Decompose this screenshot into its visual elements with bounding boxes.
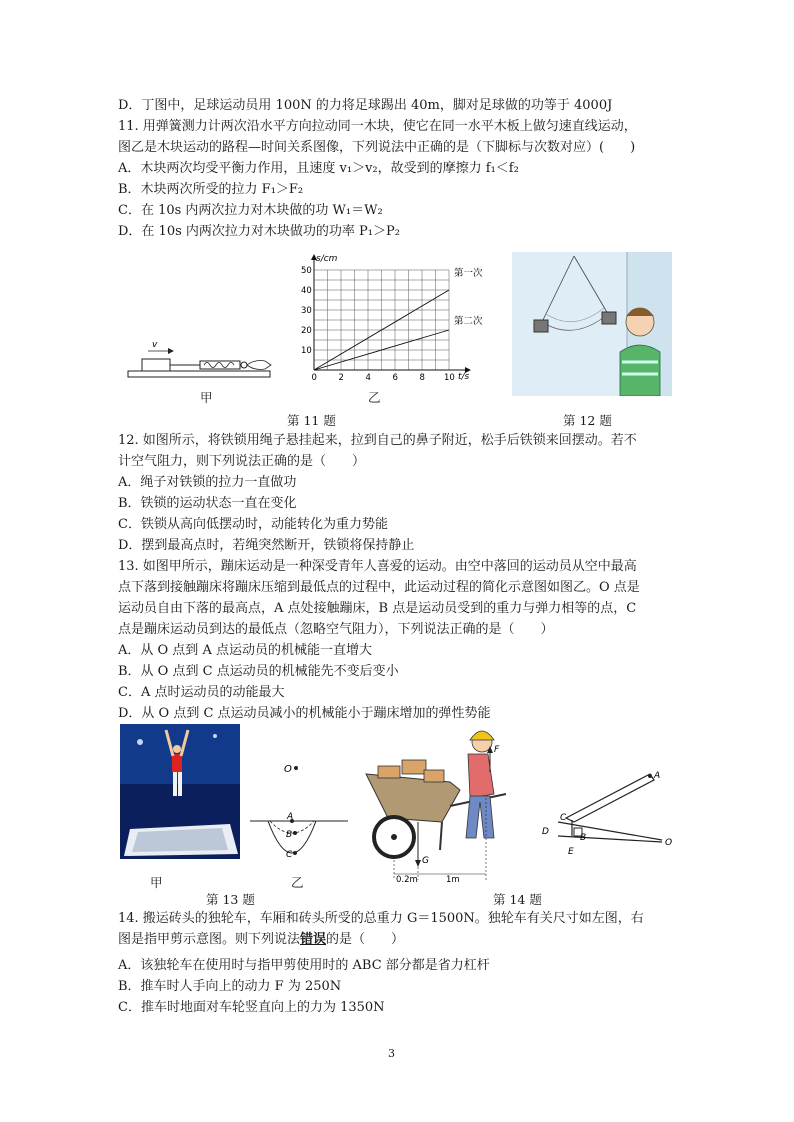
fig14-wheelbarrow (358, 722, 518, 884)
q14-stem-1: 14. 搬运砖头的独轮车，车厢和砖头所受的总重力 G＝1500N。独轮车有关尺寸如左图，右 (118, 911, 644, 926)
x-tick-label: 0 (311, 373, 317, 383)
x-tick-label: 6 (392, 373, 398, 383)
y-tick-label: 20 (301, 326, 312, 336)
q14-option-c: C．推车时地面对车轮竖直向上的力为 1350N (118, 1000, 385, 1015)
y-tick-label: 40 (301, 286, 312, 296)
fig11-st-chart (288, 252, 508, 387)
y-tick-label: 30 (301, 306, 312, 316)
q14-stem-2 (118, 931, 404, 949)
q11-option-c: C．在 10s 内两次拉力对木块做的功 W₁＝W₂ (118, 203, 383, 218)
q11-stem-2: 图乙是木块运动的路程—时间关系图像，下列说法中正确的是（下脚标与次数对应）( ) (118, 140, 636, 155)
x-tick-label: 10 (444, 373, 455, 383)
q13-option-c: C．A 点时运动员的动能最大 (118, 685, 285, 700)
q12-stem-1: 12. 如图所示，将铁锁用绳子悬挂起来，拉到自己的鼻子附近，松手后铁锁来回摆动。若不 (118, 433, 637, 448)
q11-stem-1: 11. 用弹簧测力计两次沿水平方向拉动同一木块，使它在同一水平木板上做匀速直线运动， (118, 119, 637, 134)
x-tick-label: 4 (365, 373, 371, 383)
clipper-c-label: C (560, 813, 567, 823)
q12-option-c: C．铁锁从高向低摆动时，动能转化为重力势能 (118, 517, 388, 532)
clipper-e-label: E (568, 847, 574, 857)
q14-option-a: A．该独轮车在使用时与指甲剪使用时的 ABC 部分都是省力杠杆 (118, 958, 490, 973)
caption-q14: 第 14 题 (493, 892, 542, 907)
velocity-label: v (152, 340, 158, 350)
clipper-a-label: A (654, 771, 661, 781)
q12-option-d: D．摆到最高点时，若绳突然断开，铁锁将保持静止 (118, 538, 415, 553)
clipper-b-label: B (580, 833, 587, 843)
y-tick-label: 50 (301, 266, 312, 276)
clipper-d-label: D (542, 827, 549, 837)
y-axis-label: s/cm (316, 254, 338, 264)
point-o-label: O (284, 764, 292, 775)
q10-option-d: D．丁图中，足球运动员用 100N 的力将足球踢出 40m，脚对足球做的功等于 4000J (118, 98, 613, 113)
fig13-jia-label: 甲 (150, 875, 163, 890)
series-label-first: 第一次 (454, 268, 483, 279)
distance-0-2m-label: 0.2m (396, 875, 418, 884)
x-tick-label: 2 (338, 373, 344, 383)
fig11-jia-label: 甲 (200, 390, 213, 405)
q13-stem-1: 13. 如图甲所示，蹦床运动是一种深受青年人喜爱的运动。由空中落回的运动员从空中最高 (118, 559, 637, 574)
q13-option-b: B．从 O 点到 C 点运动员的机械能先不变后变小 (118, 664, 399, 679)
q14-emphasis-wrong: 错误 (300, 932, 327, 947)
x-tick-label: 8 (419, 373, 425, 383)
distance-1m-label: 1m (446, 875, 460, 884)
q13-option-d: D．从 O 点到 C 点运动员减小的机械能小于蹦床增加的弹性势能 (118, 706, 491, 721)
force-f-label: F (494, 745, 500, 755)
series-label-second: 第二次 (454, 316, 483, 327)
q11-option-a: A．木块两次均受平衡力作用，且速度 v₁＞v₂，故受到的摩擦力 f₁＜f₂ (118, 161, 519, 176)
q11-option-d: D．在 10s 内两次拉力对木块做功的功率 P₁＞P₂ (118, 224, 400, 239)
caption-q12: 第 12 题 (563, 413, 612, 428)
fig12-pendulum-illustration (512, 252, 672, 396)
fig13-yi-label: 乙 (291, 875, 304, 890)
q12-option-a: A．绳子对铁锁的拉力一直做功 (118, 475, 297, 490)
fig13-schematic (248, 745, 358, 875)
q13-stem-4: 点是蹦床运动员到达的最低点（忽略空气阻力），下列说法正确的是（ ） (118, 622, 554, 637)
fig13-trampoline-photo (120, 724, 240, 859)
point-a-label: A (287, 812, 294, 822)
q13-option-a: A．从 O 点到 A 点运动员的机械能一直增大 (118, 643, 372, 658)
fig11-jia (120, 335, 280, 385)
y-tick-label: 10 (301, 346, 312, 356)
q13-stem-2: 点下落到接触蹦床将蹦床压缩到最低点的过程中，此运动过程的简化示意图如图乙。O 点是 (118, 580, 640, 595)
clipper-o-label: O (665, 838, 673, 848)
x-axis-label: t/s (458, 372, 470, 382)
q12-option-b: B．铁锁的运动状态一直在变化 (118, 496, 297, 511)
fig11-yi-label: 乙 (368, 390, 381, 405)
point-b-label: B (286, 830, 293, 840)
q14-option-b: B．推车时人手向上的动力 F 为 250N (118, 979, 342, 994)
q12-stem-2: 计空气阻力，则下列说法正确的是（ ） (118, 454, 366, 469)
q11-option-b: B．木块两次所受的拉力 F₁＞F₂ (118, 182, 304, 197)
caption-q13: 第 13 题 (206, 892, 255, 907)
gravity-g-label: G (422, 856, 429, 866)
q13-stem-3: 运动员自由下落的最高点，A 点处接触蹦床，B 点是运动员受到的重力与弹力相等的点，C (118, 601, 637, 616)
caption-q11: 第 11 题 (287, 413, 336, 428)
q14-stem-2-before: 图是指甲剪示意图。则下列说法 (118, 932, 301, 947)
q14-stem-2-after: 的是（ ） (326, 932, 405, 947)
page-number: 3 (388, 1047, 395, 1060)
fig14-nail-clipper (538, 760, 678, 870)
point-c-label: C (286, 850, 293, 860)
